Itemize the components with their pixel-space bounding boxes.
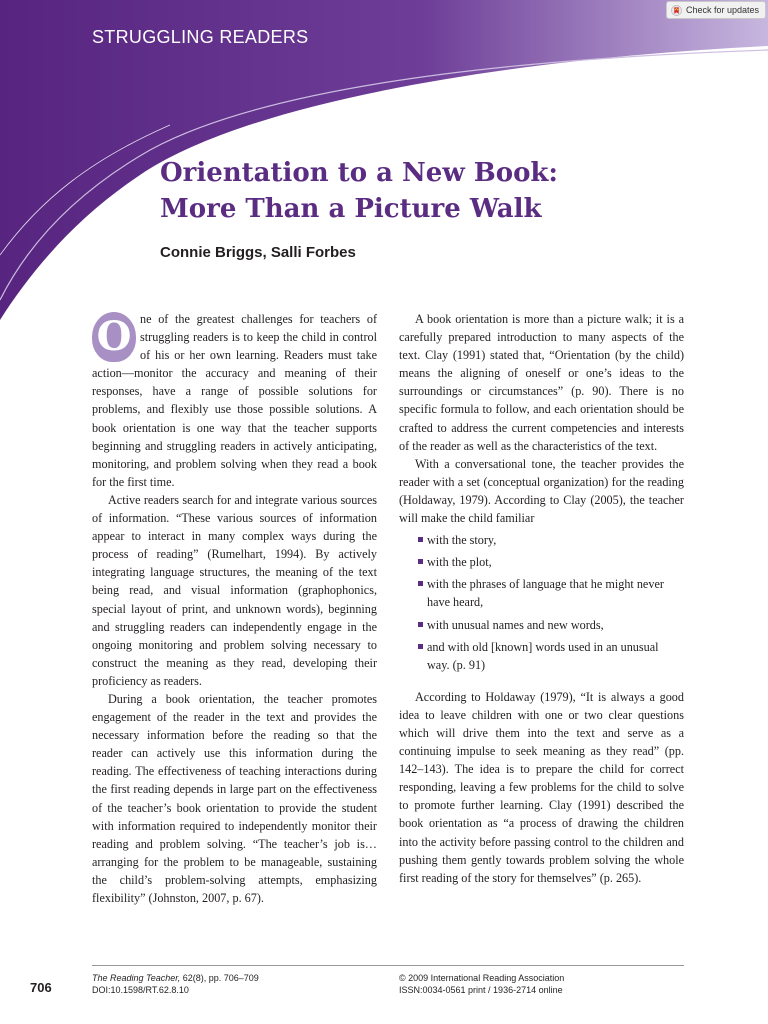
- doi: DOI:10.1598/RT.62.8.10: [92, 985, 189, 995]
- bullet-list: [399, 531, 684, 674]
- article-title: [160, 155, 558, 227]
- copyright: © 2009 International Reading Association: [399, 973, 565, 983]
- paragraph-3: During a book orientation, the teacher promotes engagement of the reader in the text and provides the necessary information before the reading so that the reader can actively use this information during the reading. The effectiveness of teaching interactions during the first reading depends in large part on the effectiveness of the teacher’s book orientation to provide the student with information required to independently monitor their reading and problem solving. “The teacher’s job is…arranging for the problem to be manageable, sustaining the child’s problem-solving attempts, emphasizing flexibility” (Johnston, 2007, p. 67).: [92, 691, 377, 905]
- crossmark-icon: [671, 5, 682, 16]
- issn: ISSN:0034-0561 print / 1936-2714 online: [399, 985, 563, 995]
- author-byline: Connie Briggs, Salli Forbes: [160, 244, 356, 261]
- journal-citation: [92, 972, 259, 984]
- check-for-updates-button[interactable]: [666, 1, 766, 19]
- paragraph-6: According to Holdaway (1979), “It is always a good idea to leave children with one or two clear questions which will drive them into the text and serve as a continuing impulse to seek meaning as they read” (pp. 142–143). The idea is to prepare the child for correct responding, leaving a few problems for the child to solve to promote further learning. Clay (1991) described the book orientation as “a process of drawing the children into the activity before passing control to the children and pushing them gently towards problem solving the whole first reading of the story for themselves” (p. 265).: [399, 689, 684, 885]
- journal-name: The Reading Teacher,: [92, 973, 181, 983]
- right-column: [399, 310, 684, 887]
- footer-divider: [92, 965, 684, 966]
- section-label: STRUGGLING READERS: [92, 27, 309, 47]
- paragraph-2: Active readers search for and integrate various sources of information. “These various sources of information appear to interact in many complex ways during the process of reading” (Rumelhart, 1994). By actively integrating language structures, the meaning of the text being read, and visual information (graphophonics, special layout of print, and unknown words), beginning and struggling readers can independently engage in the ongoing monitoring and problem solving necessary to construct the meaning as they read, developing their proficiency as readers.: [92, 492, 377, 688]
- page-number: 706: [30, 980, 52, 995]
- bullet-item: with the phrases of language that he might never have heard,: [418, 575, 684, 611]
- left-column: [92, 310, 377, 907]
- check-for-updates-label: Check for updates: [685, 5, 759, 15]
- title-line-1: Orientation to a New Book:: [160, 158, 559, 188]
- citation-info: [92, 972, 259, 996]
- journal-volume-pages: 62(8), pp. 706–709: [180, 973, 259, 983]
- bullet-item: with the story,: [418, 531, 684, 549]
- copyright-info: [399, 972, 564, 996]
- bullet-item: with unusual names and new words,: [418, 616, 684, 634]
- title-line-2: More Than a Picture Walk: [160, 194, 542, 224]
- paragraph-1: [92, 310, 377, 491]
- paragraph-1-text: ne of the greatest challenges for teachers of struggling readers is to keep the child in control of his or her own learning. Readers must take action—monitor the accuracy and meaning of their responses, have a range of possible solutions for problems, and flexibly use those possible solutions. A book orientation is one way that the teacher supports beginning and struggling readers in actively anticipating, monitoring, and problem solving when they read a book for the first time.: [92, 312, 377, 489]
- paragraph-4: A book orientation is more than a picture walk; it is a carefully prepared introduction to many aspects of the text. Clay (1991) stated that, “Orientation (by the child) means the aligning of oneself or one’s ideas to the surroundings or circumstances” (p. 90). There is no specific formula to follow, and each orientation should be crafted to address the current competencies and interests of the reader as well as the characteristics of the text.: [399, 312, 684, 453]
- bullet-item: with the plot,: [418, 553, 684, 571]
- paragraph-5: With a conversational tone, the teacher provides the reader with a set (conceptual organization) for the reading (Holdaway, 1979). According to Clay (2005), the teacher will make the child familiar: [399, 456, 684, 526]
- bullet-item: and with old [known] words used in an unusual way. (p. 91): [418, 638, 684, 674]
- drop-cap: O: [92, 312, 136, 362]
